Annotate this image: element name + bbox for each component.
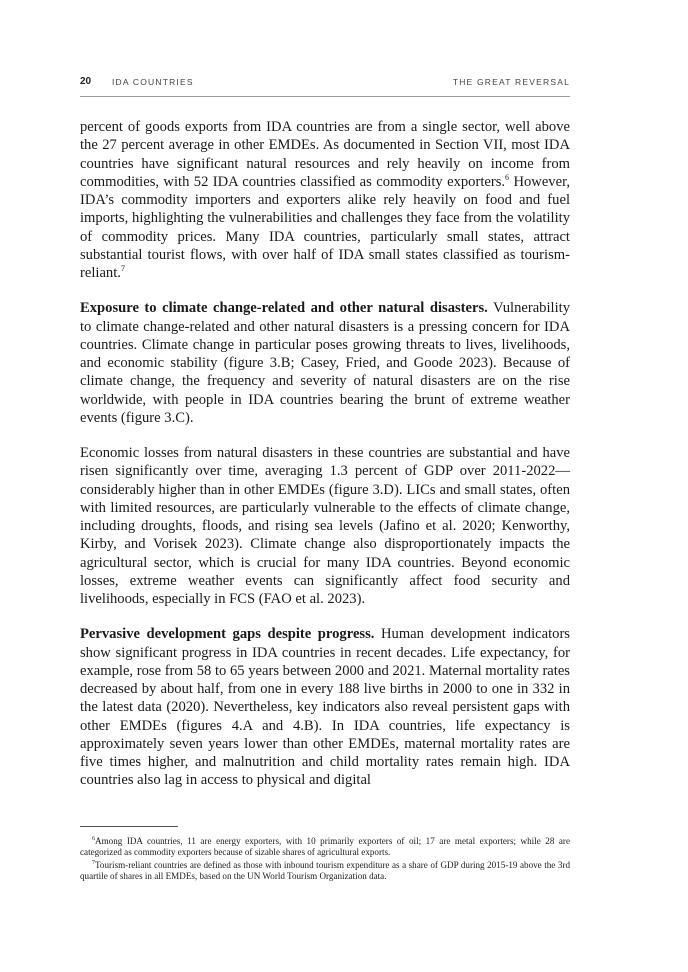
paragraph-4-text: Human development indicators show significant progress in IDA countries in recent decades. Life expectancy, for example, rose from 58 to 65 years between 2000 and 2021. Maternal mortality rates decreased by about half, from one in every 188 live births in 2000 to one in 332 in the latest data (2020). Nevertheless, key indicators also reveal persistent gaps with other EMDEs (figures 4.A and 4.B). In IDA countries, life expectancy is approximately seven years lower than other EMDEs, maternal mortality rates are five times higher, and malnutrition and child mortality rates remain high. IDA countries also lag in access to physical and digital [80, 626, 570, 789]
footnote-ref-7[interactable]: 7 [120, 264, 125, 274]
footnote-7-text: Tourism-reliant countries are defined as those with inbound tourism expenditure as a share of GDP during 2015-19 above the 3rd quartile of shares in all EMDEs, based on the UN World Tourism Organization data. [80, 859, 570, 882]
footnote-7 [80, 860, 570, 883]
running-header [80, 76, 570, 92]
paragraph-2-lead: Exposure to climate change-related and other natural disasters. [80, 300, 488, 317]
section-title: IDA COUNTRIES [112, 77, 194, 87]
report-title: THE GREAT REVERSAL [452, 77, 570, 87]
header-divider [80, 96, 570, 97]
paragraph-1-text: percent of goods exports from IDA countries are from a single sector, well above the 27 percent average in other EMDEs. As documented in Section VII, most IDA countries have significant natural resources and rely heavily on income from commodities, with 52 IDA countries classified as commodity exporters. [80, 119, 570, 190]
paragraph-3-text: Economic losses from natural disasters in these countries are substantial and have risen significantly over time, averaging 1.3 percent of GDP over 2011-2022—considerably higher than in other EMDEs (figure 3.D). LICs and small states, often with limited resources, are particularly vulnerable to the effects of climate change, including droughts, floods, and rising sea levels (Jafino et al. 2020; Kenworthy, Kirby, and Vorisek 2023). Climate change also disproportionately impacts the agricultural sector, which is crucial for many IDA countries. Beyond economic losses, extreme weather events can significantly affect food security and livelihoods, especially in FCS (FAO et al. 2023). [80, 445, 570, 607]
body-text [80, 118, 570, 807]
footnote-6 [80, 836, 570, 859]
paragraph-2 [80, 299, 570, 427]
footnote-6-text: Among IDA countries, 11 are energy exporters, with 10 primarily exporters of oil; 17 are metal exporters; while 28 are categorized as commodity exporters because of sizable shares of agricultural exports. [80, 836, 570, 858]
paragraph-1 [80, 118, 570, 282]
footnote-7-mark: 7 [92, 859, 95, 866]
paragraph-2-text: Vulnerability to climate change-related and other natural disasters is a pressing concern for IDA countries. Climate change in particular poses growing threats to lives, livelihoods, and economic stability (figure 3.B; Casey, Fried, and Goode 2023). Because of climate change, the frequency and severity of natural disasters are on the rise worldwide, with people in IDA countries bearing the brunt of extreme weather events (figure 3.C). [80, 300, 570, 426]
paragraph-4-lead: Pervasive development gaps despite progress. [80, 626, 375, 643]
paragraph-4 [80, 625, 570, 789]
footnotes [80, 836, 570, 884]
footnote-6-mark: 6 [92, 835, 95, 842]
paragraph-3 [80, 444, 570, 608]
paragraph-1-text-cont: However, IDA’s commodity importers and exporters alike rely heavily on food and fuel imports, highlighting the vulnerabilities and challenges they face from the volatility of commodity prices. Many IDA countries, particularly small states, attract substantial tourist flows, with over half of IDA small states classified as tourism-reliant. [80, 173, 570, 281]
footnote-divider [80, 826, 178, 827]
footnote-ref-6[interactable]: 6 [505, 172, 510, 182]
page-number: 20 [80, 76, 92, 87]
